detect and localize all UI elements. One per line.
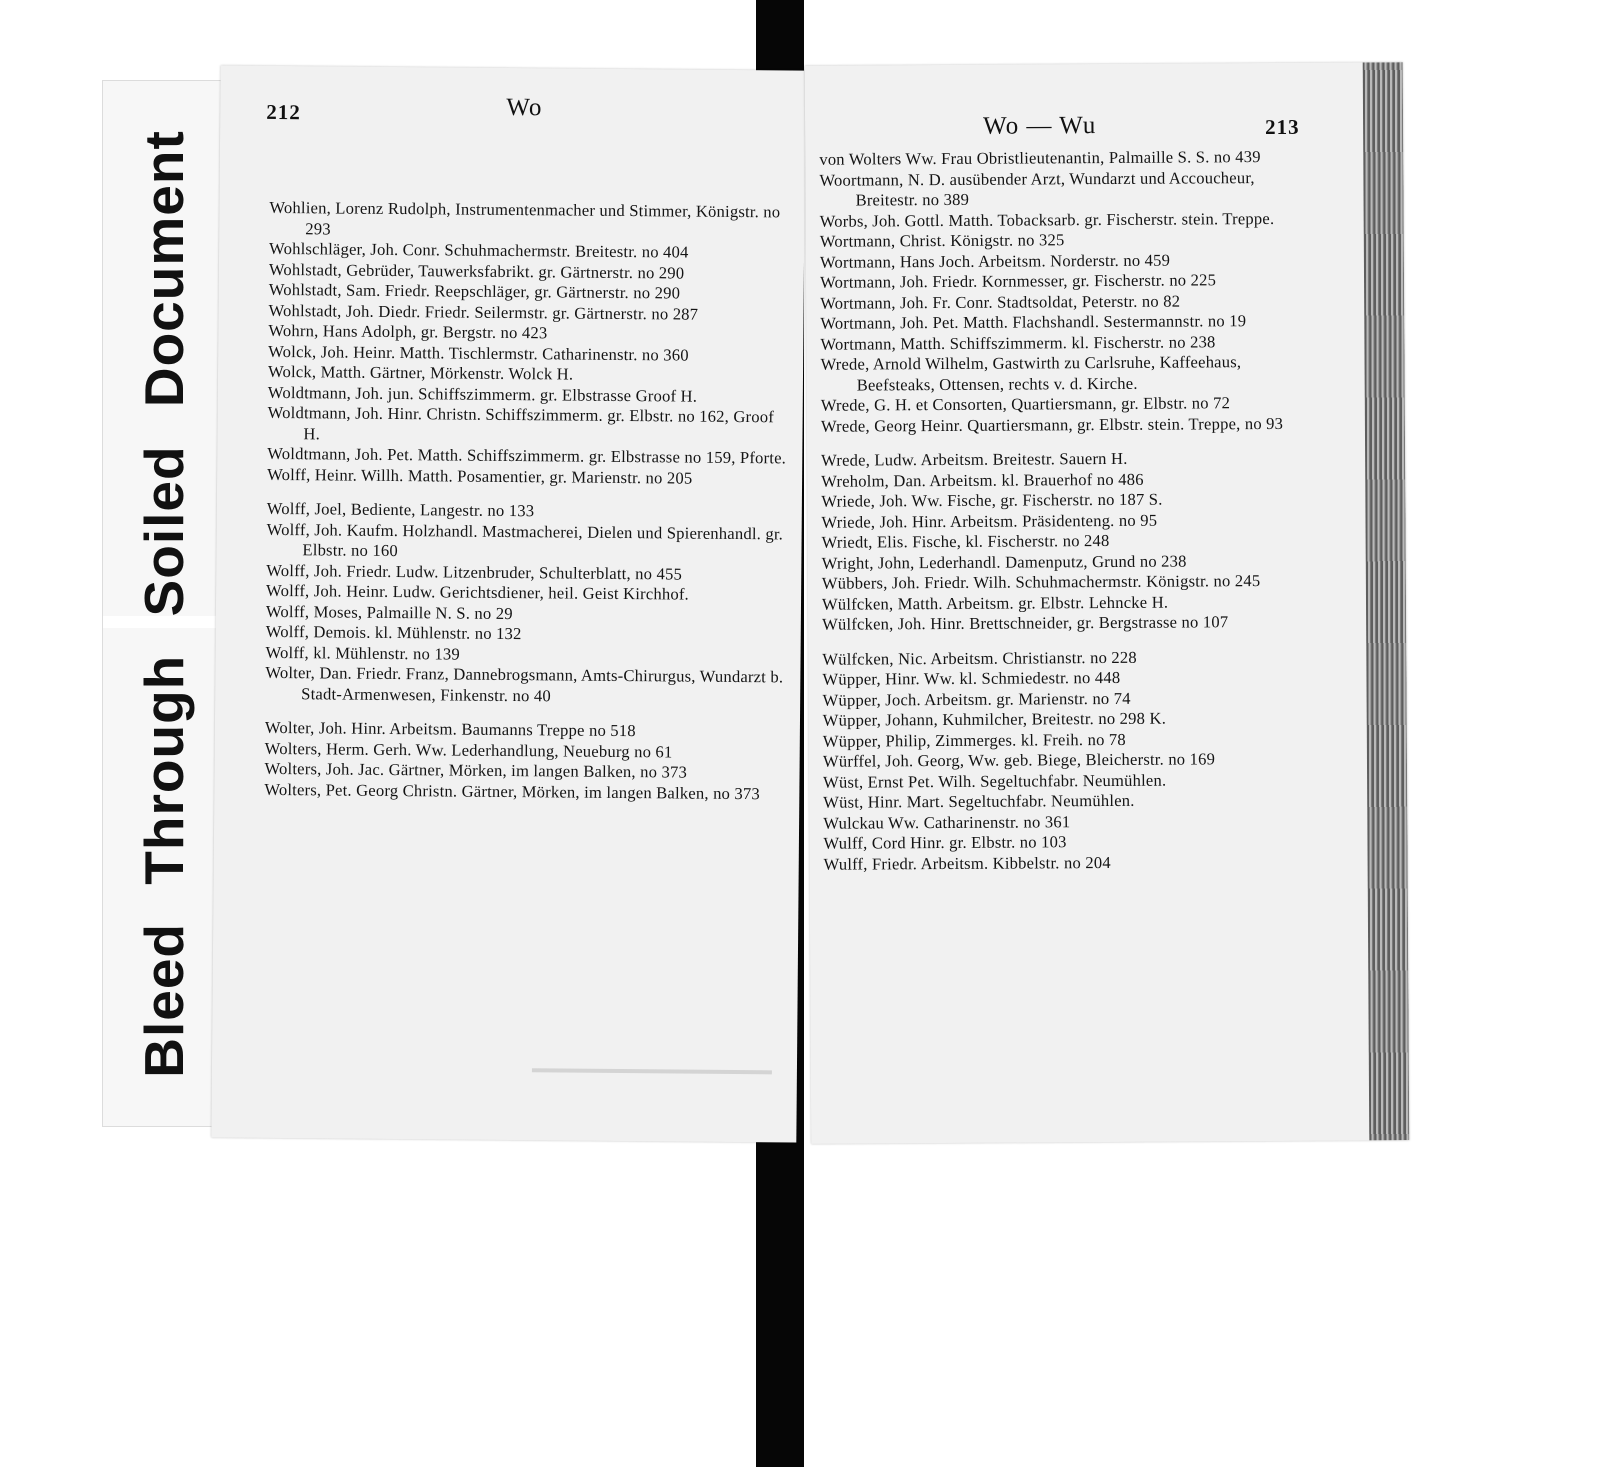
directory-entry: Wolck, Matth. Gärtner, Mörkenstr. Wolck H. [267, 361, 574, 384]
directory-entry: Wulckau Ww. Catharinenstr. no 361 [823, 811, 1071, 833]
directory-entry: Woldtmann, Joh. Hinr. Christn. Schiffszimmerm. gr. Elbstr. no 162, Groof H. [267, 402, 775, 443]
directory-entry: Wolck, Joh. Heinr. Matth. Tischlermstr. Catharinenstr. no 360 [268, 341, 689, 365]
directory-entry: Wolff, Joh. Heinr. Ludw. Gerichtsdiener, heil. Geist Kirchhof. [266, 580, 690, 604]
directory-entry: Wolters, Joh. Jac. Gärtner, Mörken, im langen Balken, no 373 [264, 758, 688, 782]
directory-entry: Wüpper, Hinr. Ww. kl. Schmiedestr. no 448 [822, 667, 1121, 689]
page-edge [1363, 62, 1410, 1140]
directory-entry: Wüpper, Philip, Zimmerges. kl. Freih. no 78 [822, 729, 1126, 751]
directory-entry: Wriedt, Elis. Fische, kl. Fischerstr. no 248 [821, 530, 1110, 552]
directory-entry: Wolter, Joh. Hinr. Arbeitsm. Baumanns Treppe no 518 [264, 717, 636, 741]
right-page-header [805, 62, 1403, 140]
directory-entry: Würffel, Joh. Georg, Ww. geb. Biege, Bleicherstr. no 169 [822, 749, 1216, 771]
directory-entry: Wrede, Ludw. Arbeitsm. Breitestr. Sauern H. [821, 448, 1128, 470]
directory-entry: Woortmann, N. D. ausübender Arzt, Wundarzt und Accoucheur, Breitestr. no 389 [819, 167, 1255, 210]
directory-entry: Wolters, Pet. Georg Christn. Gärtner, Mörken, im langen Balken, no 373 [264, 779, 761, 803]
running-head: Wo [506, 93, 543, 122]
directory-entry: Wortmann, Hans Joch. Arbeitsm. Norderstr. no 459 [819, 250, 1171, 272]
directory-entry: Wortmann, Joh. Fr. Conr. Stadtsoldat, Peterstr. no 82 [820, 291, 1181, 313]
directory-entry: Wreholm, Dan. Arbeitsm. kl. Brauerhof no 486 [821, 469, 1144, 491]
directory-entry: Wüst, Ernst Pet. Wilh. Segeltuchfabr. Neumühlen. [823, 770, 1167, 792]
directory-entry: Wolff, Moses, Palmaille N. S. no 29 [265, 601, 513, 623]
directory-entry: Wübbers, Joh. Friedr. Wilh. Schuhmachermstr. Königstr. no 245 [821, 571, 1261, 593]
directory-entry: Wolff, Joh. Kaufm. Holzhandl. Mastmacherei, Dielen und Spierenhandl. gr. Elbstr. no 160 [266, 519, 784, 561]
directory-entry: Wohlstadt, Sam. Friedr. Reepschläger, gr. Gärtnerstr. no 290 [268, 279, 681, 303]
directory-entry: Wohlien, Lorenz Rudolph, Instrumentenmacher und Stimmer, Königstr. no 293 [269, 197, 781, 238]
directory-entry: Wülfcken, Joh. Hinr. Brettschneider, gr. Bergstrasse no 107 [822, 612, 1229, 634]
directory-entry: Wortmann, Matth. Schiffszimmerm. kl. Fischerstr. no 238 [820, 331, 1216, 354]
directory-entry: Worbs, Joh. Gottl. Matth. Tobacksarb. gr. Fischerstr. stein. Treppe. [819, 208, 1275, 231]
directory-entry: Wulff, Friedr. Arbeitsm. Kibbelstr. no 204 [823, 852, 1111, 874]
directory-entry: Wolff, Joh. Friedr. Ludw. Litzenbruder, Schulterblatt, no 455 [266, 560, 683, 584]
directory-entry: Wohlstadt, Gebrüder, Tauwerksfabrikt. gr. Gärtnerstr. no 290 [268, 259, 685, 283]
right-page [805, 62, 1410, 1144]
directory-entry: Wortmann, Joh. Pet. Matth. Flachshandl. Sestermannstr. no 19 [820, 311, 1247, 333]
directory-entry: Wolff, Demois. kl. Mühlenstr. no 132 [265, 621, 522, 644]
directory-entry: Wüpper, Johann, Kuhmilcher, Breitestr. no 298 K. [822, 708, 1167, 730]
bleed-through-mark [532, 1068, 772, 1074]
directory-entry: Woldtmann, Joh. Pet. Matth. Schiffszimmerm. gr. Elbstrasse no 159, Pforte. [267, 443, 787, 468]
directory-entry: von Wolters Ww. Frau Obristlieutenantin, Palmaille S. S. no 439 [819, 147, 1261, 169]
soiled-document-label: Soiled Document [133, 129, 195, 616]
directory-entry: Wortmann, Joh. Friedr. Kornmesser, gr. Fischerstr. no 225 [819, 270, 1217, 292]
directory-entries [819, 147, 1323, 875]
directory-entry: Wüpper, Joch. Arbeitsm. gr. Marienstr. no 74 [822, 688, 1131, 710]
page-number: 213 [1265, 114, 1300, 140]
directory-entry: Wrede, G. H. et Consorten, Quartiersmann, gr. Elbstr. no 72 [820, 393, 1231, 415]
directory-entry: Wülfcken, Nic. Arbeitsm. Christianstr. no 228 [822, 647, 1137, 669]
directory-entry: Wulff, Cord Hinr. gr. Elbstr. no 103 [823, 832, 1067, 853]
bleed-through-label: Bleed Through [133, 654, 195, 1078]
directory-entry: Wohrn, Hans Adolph, gr. Bergstr. no 423 [268, 320, 548, 343]
directory-entry: Wülfcken, Matth. Arbeitsm. gr. Elbstr. Lehncke H. [821, 592, 1169, 614]
directory-entry: Wolff, Joel, Bediente, Langestr. no 133 [266, 498, 535, 521]
running-head: Wo — Wu [983, 112, 1097, 140]
document-condition-label [102, 80, 226, 1127]
directory-entry: Wriede, Joh. Hinr. Arbeitsm. Präsidenteng. no 95 [821, 510, 1158, 532]
condition-label-text [132, 130, 196, 1078]
directory-entry: Wolff, kl. Mühlenstr. no 139 [265, 642, 460, 664]
directory-entry: Woldtmann, Joh. jun. Schiffszimmerm. gr. Elbstrasse Groof H. [267, 382, 698, 406]
directory-entry: Wolff, Heinr. Willh. Matth. Posamentier, gr. Marienstr. no 205 [267, 464, 693, 488]
directory-entry: Wortmann, Christ. Königstr. no 325 [819, 230, 1065, 251]
directory-entry: Wolters, Herm. Gerh. Ww. Lederhandlung, Neueburg no 61 [264, 738, 673, 761]
directory-entry: Wohlschläger, Joh. Conr. Schuhmachermstr. Breitestr. no 404 [269, 238, 689, 262]
page-number: 212 [266, 99, 301, 125]
directory-entry: Wriede, Joh. Ww. Fische, gr. Fischerstr. no 187 S. [821, 489, 1163, 511]
directory-entry: Wolter, Dan. Friedr. Franz, Dannebrogsmann, Amts-Chirurgus, Wundarzt b. Stadt-Armenwesen, Finkenstr. no 40 [265, 662, 784, 705]
left-page [211, 65, 805, 1142]
left-page-header [220, 65, 805, 128]
directory-entry: Wright, John, Lederhandl. Damenputz, Grund no 238 [821, 551, 1187, 573]
directory-entry: Wrede, Arnold Wilhelm, Gastwirth zu Carlsruhe, Kaffeehaus, Beefsteaks, Ottensen, rechts v. d. Kirche. [820, 352, 1242, 395]
directory-entry: Wrede, Georg Heinr. Quartiersmann, gr. Elbstr. stein. Treppe, no 93 [820, 413, 1284, 436]
directory-entry: Wüst, Hinr. Mart. Segeltuchfabr. Neumühlen. [823, 790, 1135, 812]
directory-entry: Wohlstadt, Joh. Diedr. Friedr. Seilermstr. gr. Gärtnerstr. no 287 [268, 300, 699, 324]
directory-entries [264, 198, 789, 805]
